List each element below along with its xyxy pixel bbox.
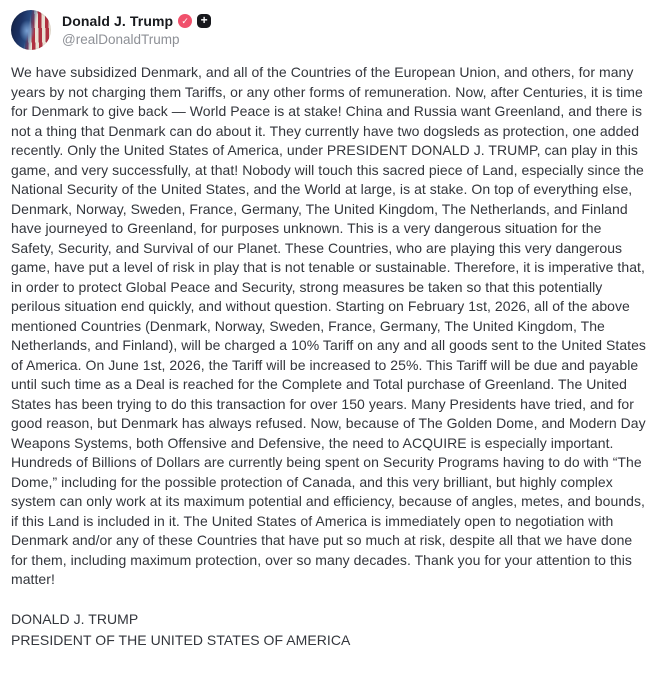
- profile-avatar[interactable]: [11, 10, 51, 50]
- post-signature: [11, 609, 648, 651]
- author-handle[interactable]: @realDonaldTrump: [62, 32, 180, 47]
- post-text: We have subsidized Denmark, and all of the Countries of the European Union, and others, for many years by not charging them Tariffs, or any other forms of remuneration. Now, after Centuries, it is time for Denmark to give back — World Peace is at stake! China and Russia want Greenland, and there is not a thing that Denmark can do about it. They currently have two dogsleds as protection, one added recently. Only the United States of America, under PRESIDENT DONALD J. TRUMP, can play in this game, and very successfully, at that! Nobody will touch this sacred piece of Land, especially since the National Security of the United States, and the World at large, is at stake. On top of everything else, Denmark, Norway, Sweden, France, Germany, The United Kingdom, The Netherlands, and Finland have journeyed to Greenland, for purposes unknown. This is a very dangerous situation for the Safety, Security, and Survival of our Planet. These Countries, who are playing this very dangerous game, have put a level of risk in play that is not tenable or sustainable. Therefore, it is imperative that, in order to protect Global Peace and Security, strong measures be taken so that this potentially perilous situation end quickly, and without question. Starting on February 1st, 2026, all of the above mentioned Countries (Denmark, Norway, Sweden, France, Germany, The United Kingdom, The Netherlands, and Finland), will be charged a 10% Tariff on any and all goods sent to the United States of America. On June 1st, 2026, the Tariff will be increased to 25%. This Tariff will be due and payable until such time as a Deal is reached for the Complete and Total purchase of Greenland. The United States has been trying to do this transaction for over 150 years. Many Presidents have tried, and for good reason, but Denmark has always refused. Now, because of The Golden Dome, and Modern Day Weapons Systems, both Offensive and Defensive, the need to ACQUIRE is especially important. Hundreds of Billions of Dollars are currently being spent on Security Programs having to do with “The Dome,” including for the possible protection of Canada, and this very brilliant, but highly complex system can only work at its maximum potential and efficiency, because of angles, metes, and bounds, if this Land is included in it. The United States of America is immediately open to negotiation with Denmark and/or any of these Countries that have put so much at risk, despite all that we have done for them, including maximum protection, over so many decades. Thank you for your attention to this matter!: [11, 64, 650, 587]
- signature-name: DONALD J. TRUMP: [11, 610, 139, 627]
- author-display-name[interactable]: Donald J. Trump: [62, 13, 174, 29]
- author-identity: [62, 10, 211, 47]
- author-name-row: [62, 13, 211, 29]
- post-header: [11, 10, 648, 50]
- verified-check-icon: ✓: [178, 14, 192, 28]
- post-body: [11, 63, 648, 651]
- signature-title: PRESIDENT OF THE UNITED STATES OF AMERICA: [11, 631, 351, 648]
- plus-badge-icon: +: [197, 14, 211, 28]
